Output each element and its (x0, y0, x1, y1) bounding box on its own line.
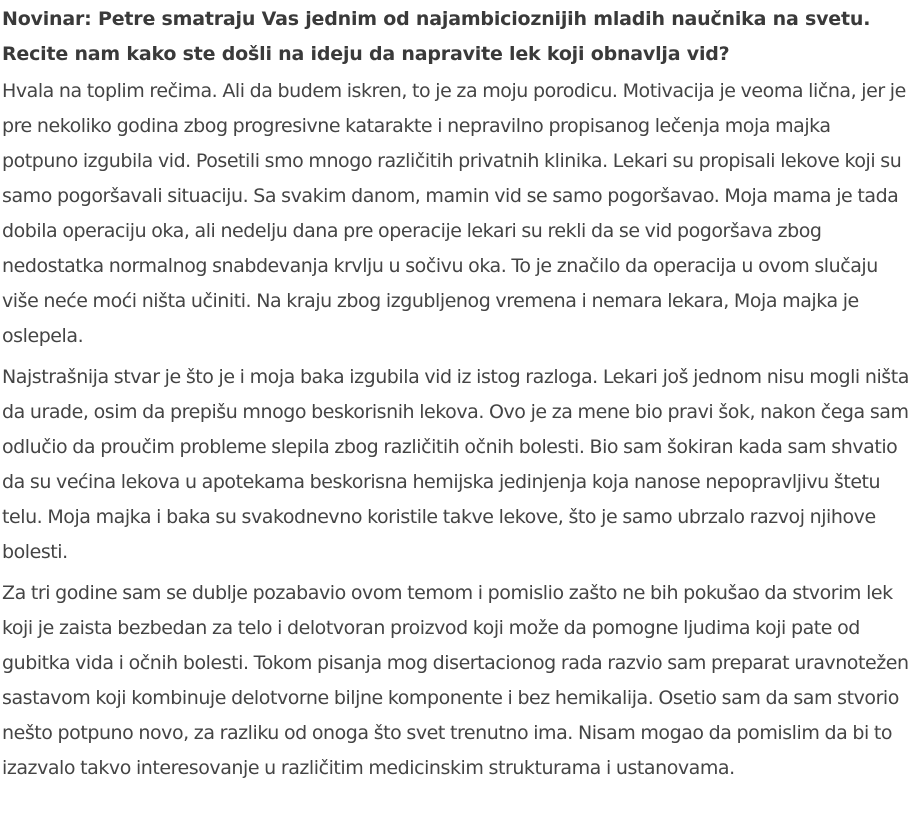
answer-paragraph-3: Za tri godine sam se dublje pozabavio ovom temom i pomislio zašto ne bih pokušao da stvorim lek koji je zaista bezbedan za telo i delotvoran proizvod koji može da pomogne ljudima koji pate od gubitka vida i očnih bolesti. Tokom pisanja mog disertacionog rada razvio sam preparat uravnotežen sastavom koji kombinuje delotvorne biljne komponente i bez hemikalija. Osetio sam da sam stvorio nešto potpuno novo, za razliku od onoga što svet trenutno ima. Nisam mogao da pomislim da bi to izazvalo takvo interesovanje u različitim medicinskim strukturama i ustanovama. (2, 582, 909, 779)
interview-question: Novinar: Petre smatraju Vas jednim od najambicioznijih mladih naučnika na svetu. Recite nam kako ste došli na ideju da napravite lek koji obnavlja vid? (2, 8, 871, 65)
answer-paragraph-1: Hvala na toplim rečima. Ali da budem iskren, to je za moju porodicu. Motivacija je veoma lična, jer je pre nekoliko godina zbog progresivne katarakte i nepravilno propisanog lečenja moja majka potpuno izgubila vid. Posetili smo mnogo različitih privatnih klinika. Lekari su propisali lekove koji su samo pogoršavali situaciju. Sa svakim danom, mamin vid se samo pogoršavao. Moja mama je tada dobila operaciju oka, ali nedelju dana pre operacije lekari su rekli da se vid pogoršava zbog nedostatka normalnog snabdevanja krvlju u sočivu oka. To je značilo da operacija u ovom slučaju više neće moći ništa učiniti. Na kraju zbog izgubljenog vremena i nemara lekara, Moja majka je oslepela. (2, 80, 906, 347)
answer-paragraph-2: Najstrašnija stvar je što je i moja baka izgubila vid iz istog razloga. Lekari još jednom nisu mogli ništa da urade, osim da prepišu mnogo beskorisnih lekova. Ovo je za mene bio pravi šok, nakon čega sam odlučio da proučim probleme slepila zbog različitih očnih bolesti. Bio sam šokiran kada sam shvatio da su većina lekova u apotekama beskorisna hemijska jedinjenja koja nanose nepopravljivu štetu telu. Moja majka i baka su svakodnevno koristile takve lekove, što je samo ubrzalo razvoj njihove bolesti. (2, 366, 909, 563)
